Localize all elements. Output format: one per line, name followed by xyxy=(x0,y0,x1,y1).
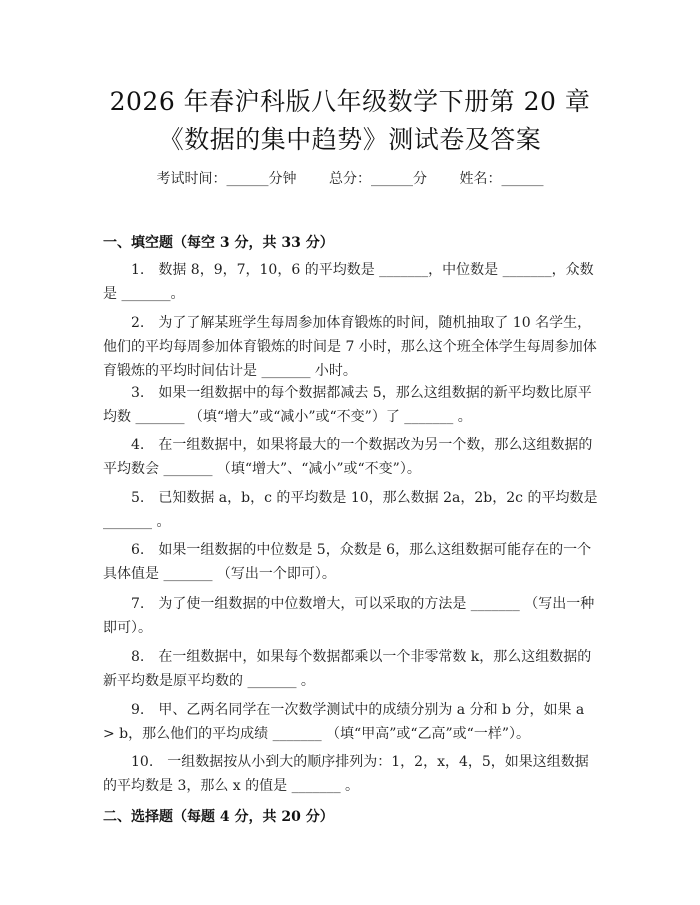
question-6: 6. 如果一组数据的中位数是 5，众数是 6，那么这组数据可能存在的一个具体值是 _______ （写出一个即可）。 xyxy=(103,542,592,582)
page-title-line-2: 《数据的集中趋势》测试卷及答案 xyxy=(158,125,542,154)
exam-time-field: 考试时间：______分钟 xyxy=(156,171,297,187)
question-4: 4. 在一组数据中，如果将最大的一个数据改为另一个数，那么这组数据的平均数会 _______ （填“增大”、“减小”或“不变”）。 xyxy=(103,437,593,477)
page-title-line-1: 2026 年春沪科版八年级数学下册第 20 章 xyxy=(109,87,591,116)
section-heading-multiple-choice: 二、选择题（每题 4 分，共 20 分） xyxy=(103,809,334,825)
question-10: 10. 一组数据按从小到大的顺序排列为：1，2，x，4，5，如果这组数据的平均数是 3，那么 x 的值是 _______ 。 xyxy=(103,754,589,794)
question-8: 8. 在一组数据中，如果每个数据都乘以一个非零常数 k，那么这组数据的新平均数是原平均数的 _______ 。 xyxy=(103,649,592,689)
student-name-field: 姓名：______ xyxy=(459,171,544,187)
question-5: 5. 已知数据 a，b，c 的平均数是 10，那么数据 2a，2b，2c 的平均数是 _______ 。 xyxy=(103,490,598,530)
question-2: 2. 为了了解某班学生每周参加体育锻炼的时间，随机抽取了 10 名学生，他们的平均每周参加体育锻炼的时间是 7 小时，那么这个班全体学生每周参加体育锻炼的平均时间估计是 _______ 小时。 xyxy=(103,315,597,379)
question-9: 9. 甲、乙两名同学在一次数学测试中的成绩分别为 a 分和 b 分，如果 a > b，那么他们的平均成绩 _______ （填“甲高”或“乙高”或“一样”）。 xyxy=(103,702,585,742)
exam-meta xyxy=(0,168,700,188)
total-score-field: 总分：______分 xyxy=(329,171,427,187)
section-heading-fill-in: 一、填空题（每空 3 分，共 33 分） xyxy=(103,235,334,251)
question-7: 7. 为了使一组数据的中位数增大，可以采取的方法是 _______ （写出一种即可）。 xyxy=(103,596,595,636)
question-1: 1. 数据 8，9，7，10，6 的平均数是 _______，中位数是 _______，众数是 _______。 xyxy=(103,262,594,302)
question-3: 3. 如果一组数据中的每个数据都减去 5，那么这组数据的新平均数比原平均数 _______ （填“增大”或“减小”或“不变”）了 _______ 。 xyxy=(103,385,592,425)
